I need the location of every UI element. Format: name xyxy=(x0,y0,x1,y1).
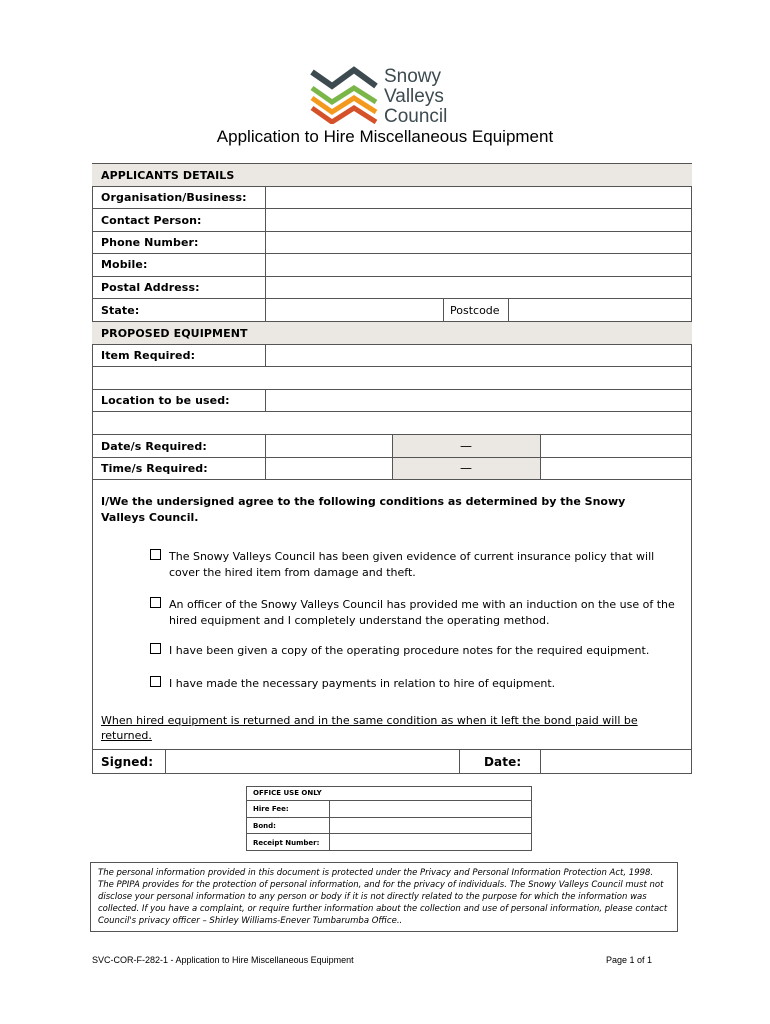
postcode-label: Postcode xyxy=(450,304,500,317)
condition-2-text: An officer of the Snowy Valleys Council has provided me with an induction on the use of the hired equipment and I completely understand the operating method. xyxy=(169,598,675,627)
council-logo-mark-icon xyxy=(310,66,382,124)
equipment-header-row xyxy=(92,322,692,345)
condition-3-checkbox[interactable] xyxy=(150,643,161,654)
privacy-notice: The personal information provided in this document is protected under the Privacy and Personal Information Protection Act, 1998. The PPIPA provides for the protection of personal information, and for the privacy of individuals. The Snowy Valleys Council must not disclose your personal information to any person or body if it is not directly related to the purpose for which the information was collected. If you have a complaint, or require further information about the collection and use of personal information, please contact Council's privacy officer – Shirley Williams-Enever Tumbarumba Office.. xyxy=(90,862,678,932)
mobile-row[interactable] xyxy=(92,254,692,277)
condition-1-text: The Snowy Valleys Council has been given evidence of current insurance policy that will cover the hired item from damage and theft. xyxy=(169,550,655,579)
contact-row[interactable] xyxy=(92,209,692,232)
signed-label: Signed: xyxy=(101,755,154,769)
conditions-intro: I/We the undersigned agree to the following conditions as determined by the Snowy Valleys Council. xyxy=(101,495,626,524)
times-separator: — xyxy=(392,458,540,479)
location-row[interactable] xyxy=(92,390,692,412)
hire-fee-label: Hire Fee: xyxy=(253,805,289,813)
mobile-label: Mobile: xyxy=(101,258,148,271)
state-row[interactable] xyxy=(92,299,692,322)
signed-field-end[interactable] xyxy=(459,749,460,774)
date-divider xyxy=(540,749,541,774)
location-extra-row[interactable] xyxy=(92,412,692,435)
label-divider xyxy=(265,187,266,322)
postal-row[interactable] xyxy=(92,277,692,299)
state-label: State: xyxy=(101,304,140,317)
equipment-header: PROPOSED EQUIPMENT xyxy=(101,327,248,340)
condition-1-checkbox[interactable] xyxy=(150,549,161,560)
condition-4-text: I have made the necessary payments in relation to hire of equipment. xyxy=(169,677,556,690)
item-divider xyxy=(265,345,266,367)
office-divider xyxy=(329,801,330,851)
datetime-divider xyxy=(265,435,266,480)
location-divider xyxy=(265,390,266,412)
organisation-row[interactable] xyxy=(92,187,692,209)
bond-row[interactable] xyxy=(246,818,532,834)
datetime-divider-2 xyxy=(392,435,393,480)
phone-row[interactable] xyxy=(92,232,692,254)
logo-line-council: Council xyxy=(384,106,448,127)
condition-3-text: I have been given a copy of the operating procedure notes for the required equipment. xyxy=(169,644,650,657)
bond-label: Bond: xyxy=(253,822,276,830)
condition-4-checkbox[interactable] xyxy=(150,676,161,687)
signature-row xyxy=(92,749,692,774)
phone-label: Phone Number: xyxy=(101,236,199,249)
dates-label: Date/s Required: xyxy=(101,440,207,453)
logo-line-valleys: Valleys xyxy=(384,86,444,107)
postal-label: Postal Address: xyxy=(101,281,200,294)
state-divider xyxy=(443,299,444,322)
council-logo xyxy=(310,66,470,126)
footer-doc-id: SVC-COR-F-282-1 - Application to Hire Miscellaneous Equipment xyxy=(92,955,354,965)
logo-line-snowy: Snowy xyxy=(384,66,442,87)
condition-2-checkbox[interactable] xyxy=(150,597,161,608)
organisation-label: Organisation/Business: xyxy=(101,191,247,204)
datetime-divider-3 xyxy=(540,435,541,480)
signed-divider xyxy=(165,749,166,774)
applicants-header: APPLICANTS DETAILS xyxy=(101,169,235,182)
applicants-header-row xyxy=(92,164,692,187)
receipt-label: Receipt Number: xyxy=(253,839,320,847)
times-label: Time/s Required: xyxy=(101,462,208,475)
page-title: Application to Hire Miscellaneous Equipment xyxy=(216,127,554,146)
office-header: OFFICE USE ONLY xyxy=(253,789,322,797)
bond-notice: When hired equipment is returned and in the same condition as when it left the bond paid will be returned. xyxy=(101,714,638,742)
dates-separator: — xyxy=(392,435,540,457)
item-label: Item Required: xyxy=(101,349,196,362)
item-row[interactable] xyxy=(92,345,692,367)
office-header-row xyxy=(246,786,532,801)
contact-label: Contact Person: xyxy=(101,214,202,227)
date-label: Date: xyxy=(484,755,522,769)
receipt-row[interactable] xyxy=(246,834,532,851)
item-extra-row[interactable] xyxy=(92,367,692,390)
hire-fee-row[interactable] xyxy=(246,801,532,818)
location-label: Location to be used: xyxy=(101,394,230,407)
footer-page-number: Page 1 of 1 xyxy=(606,955,653,965)
postcode-divider xyxy=(508,299,509,322)
